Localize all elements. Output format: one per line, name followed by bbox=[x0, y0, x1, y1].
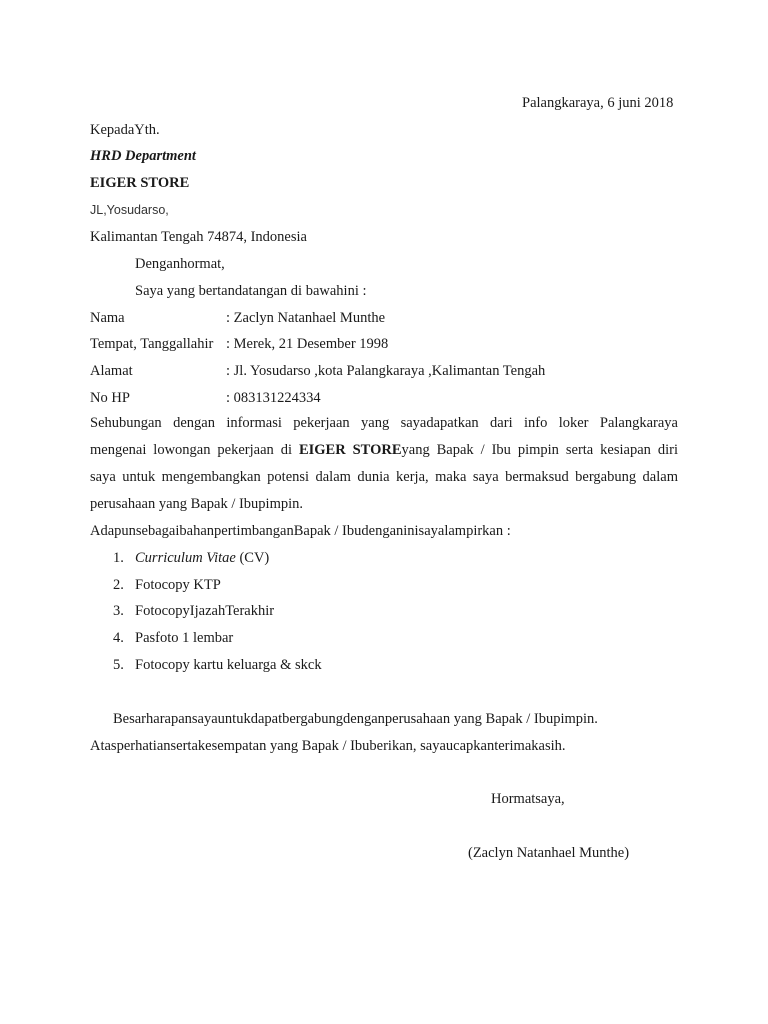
recipient-salutation: KepadaYth. bbox=[90, 122, 160, 138]
greeting: Denganhormat, bbox=[135, 256, 225, 272]
attachment-item: Pasfoto 1 lembar bbox=[135, 630, 234, 646]
attachments-intro: AdapunsebagaibahanpertimbanganBapak / Ibudenganinisayalampirkan : bbox=[90, 523, 511, 539]
closing-line-2: Atasperhatiansertakesempatan yang Bapak / Ibuberikan, sayaucapkanterimakasih. bbox=[90, 738, 566, 754]
attachment-item-italic: Curriculum Vitae bbox=[135, 550, 236, 566]
signature-name: (Zaclyn Natanhael Munthe) bbox=[468, 845, 630, 861]
phone-label: No HP bbox=[90, 390, 130, 406]
birth-value: : Merek, 21 Desember 1998 bbox=[226, 336, 389, 352]
intro-line: Saya yang bertandatangan di bawahini : bbox=[135, 283, 367, 299]
attachment-number: 5. bbox=[113, 657, 124, 673]
attachment-item bbox=[135, 549, 269, 567]
attachment-item-text: (CV) bbox=[235, 550, 270, 566]
body-line-2 bbox=[90, 441, 678, 459]
attachment-item: FotocopyIjazahTerakhir bbox=[135, 603, 275, 619]
attachment-number: 4. bbox=[113, 630, 124, 646]
birth-label: Tempat, Tanggallahir bbox=[90, 336, 214, 352]
name-label: Nama bbox=[90, 310, 125, 326]
attachment-number: 2. bbox=[113, 577, 124, 593]
address-value: : Jl. Yosudarso ,kota Palangkaraya ,Kalimantan Tengah bbox=[226, 363, 546, 379]
attachment-number: 1. bbox=[113, 550, 124, 566]
body-company: EIGER STORE bbox=[298, 442, 402, 458]
recipient-region: Kalimantan Tengah 74874, Indonesia bbox=[90, 229, 307, 245]
body-line-2-post: yang Bapak / Ibu pimpin serta kesiapan diri bbox=[401, 442, 678, 458]
recipient-street: JL,Yosudarso, bbox=[90, 203, 169, 217]
body-line-4: perusahaan yang Bapak / Ibupimpin. bbox=[90, 496, 304, 512]
attachment-item: Fotocopy kartu keluarga & skck bbox=[135, 657, 322, 673]
attachment-number: 3. bbox=[113, 603, 124, 619]
name-value: : Zaclyn Natanhael Munthe bbox=[226, 310, 386, 326]
regards: Hormatsaya, bbox=[491, 791, 565, 807]
body-line-2-pre: mengenai lowongan pekerjaan di bbox=[90, 442, 299, 458]
closing-line-1: Besarharapansayauntukdapatbergabungdenganperusahaan yang Bapak / Ibupimpin. bbox=[113, 711, 598, 727]
address-label: Alamat bbox=[90, 363, 133, 379]
body-line-1: Sehubungan dengan informasi pekerjaan yang sayadapatkan dari info loker Palangkaraya bbox=[90, 415, 678, 431]
body-line-3: saya untuk mengembangkan potensi dalam dunia kerja, maka saya bermaksud bergabung dalam bbox=[90, 469, 678, 485]
attachment-item: Fotocopy KTP bbox=[135, 577, 221, 593]
recipient-company: EIGER STORE bbox=[90, 175, 190, 191]
place-date: Palangkaraya, 6 juni 2018 bbox=[522, 95, 674, 111]
recipient-department: HRD Department bbox=[90, 148, 196, 164]
phone-value: : 083131224334 bbox=[226, 390, 321, 406]
